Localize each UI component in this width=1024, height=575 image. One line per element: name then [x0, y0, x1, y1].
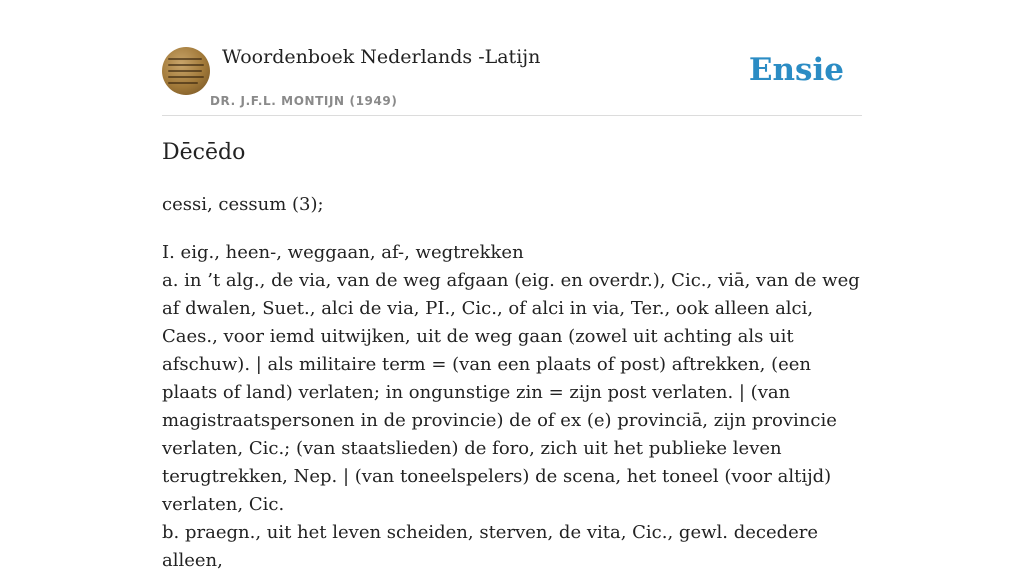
- page-header: [162, 0, 862, 116]
- coin-logo-icon[interactable]: [162, 47, 210, 95]
- definition-paragraph: I. eig., heen-, weggaan, af-, wegtrekken: [162, 242, 524, 263]
- definition-paragraph: a. in ’t alg., de via, van de weg afgaan (eig. en overdr.), Cic., viā, van de weg af dwalen, Suet., alci de via, PI., Cic., of alci in via, Ter., ook alleen alci, Caes., voor iemd uitwijken, uit de weg gaan (zowel uit achting als uit afschuw). | als militaire term = (van een plaats of post) aftrekken, (een plaats of land) verlaten; in ongunstige zin = zijn post verlaten. | (van magistraatspersonen in de provincie) de of ex (e) provinciā, zijn provincie verlaten, Cic.; (van staatslieden) de foro, zich uit het publieke leven terugtrekken, Nep. | (van toneelspelers) de scena, het toneel (voor altijd) verlaten, Cic.: [162, 270, 860, 515]
- entry-headword: Dēcēdo: [162, 140, 246, 165]
- entry-conjugation: cessi, cessum (3);: [162, 194, 324, 215]
- brand-logo-link[interactable]: Ensie: [748, 52, 844, 88]
- page-container: [162, 0, 862, 571]
- dictionary-title[interactable]: Woordenboek Nederlands -Latijn: [222, 46, 541, 68]
- author-label: DR. J.F.L. MONTIJN (1949): [210, 94, 398, 108]
- entry-definition: [162, 239, 862, 575]
- definition-paragraph: b. praegn., uit het leven scheiden, sterven, de vita, Cic., gewl. decedere alleen,: [162, 522, 819, 571]
